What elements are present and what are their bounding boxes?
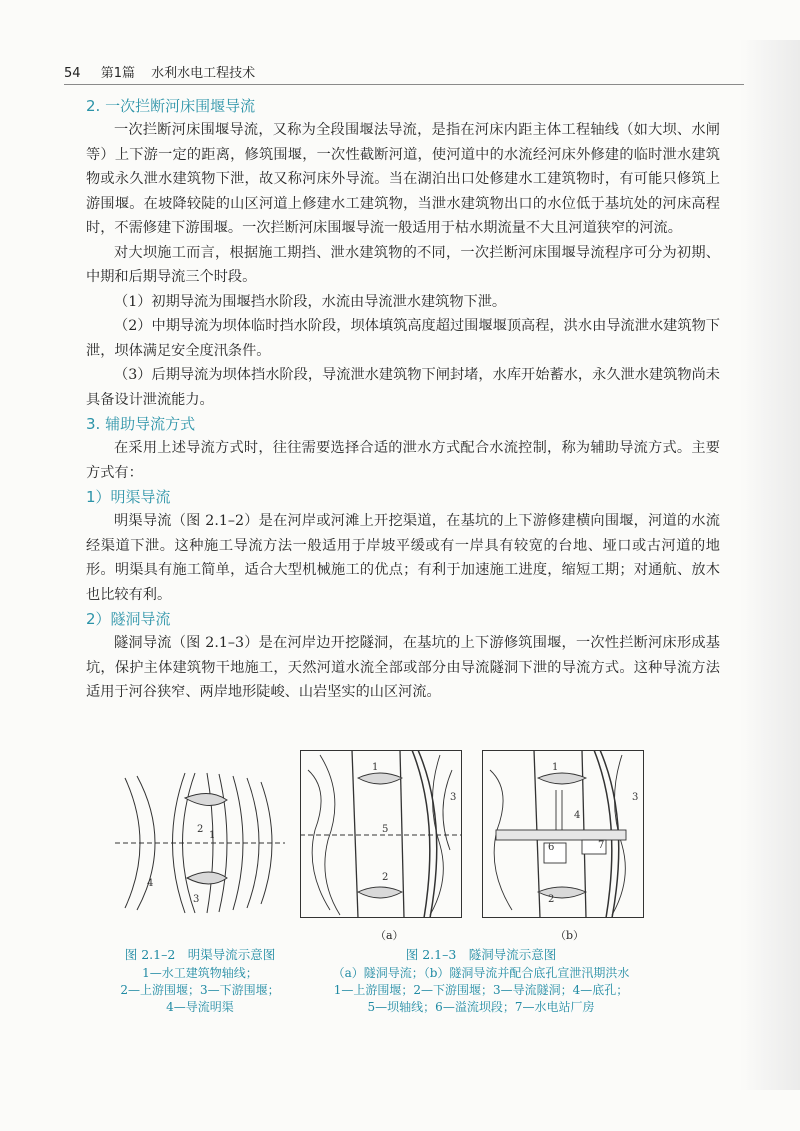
paragraph: 隧洞导流（图 2.1–3）是在河岸边开挖隧洞，在基坑的上下游修筑围堰，一次性拦断河床形成基坑，保护主体建筑物干地施工，天然河道水流全部或部分由导流隧洞下泄的导流方式。这种导流方法适用于河谷狭窄、两岸地形陡峻、山岩坚实的山区河流。: [86, 635, 720, 700]
figure1-caption: [100, 946, 300, 1016]
fig2a-label-1: 1: [372, 762, 379, 773]
subsection-heading-tunnel: 2）隧洞导流: [86, 610, 171, 628]
subfigure-label-b: （b）: [555, 929, 585, 942]
book-title: 水利水电工程技术: [151, 66, 256, 81]
paragraph: 在采用上述导流方式时，往往需要选择合适的泄水方式配合水流控制，称为辅助导流方式。主要方式有：: [86, 440, 720, 481]
section-heading-3: 3. 辅助导流方式: [86, 415, 196, 433]
figure1-caption-line: 4—导流明渠: [166, 1000, 234, 1014]
part-label: 第1篇: [100, 66, 135, 81]
figure2-caption-line: 5—坝轴线；6—溢流坝段；7—水电站厂房: [367, 1000, 595, 1014]
figure2-caption-title: 图 2.1–3 隧洞导流示意图: [405, 947, 557, 962]
fig1-label-2: 2: [197, 824, 204, 835]
subfigure-label-a: （a）: [375, 929, 404, 942]
page-edge-shadow: [740, 40, 800, 1090]
fig2b-label-1: 1: [552, 762, 559, 773]
figure-open-channel-diagram: [115, 768, 285, 918]
paragraph: 明渠导流（图 2.1–2）是在河岸或河滩上开挖渠道，在基坑的上下游修建横向围堰，河道的水流经渠道下泄。这种施工导流方法一般适用于岸坡平缓或有一岸具有较宽的台地、垭口或古河道的地形。明渠具有施工简单，适合大型机械施工的优点；有利于加速施工进度，缩短工期；对通航、放木也比较有利。: [86, 513, 720, 603]
figure1-caption-line: 2—上游围堰；3—下游围堰；: [120, 983, 280, 997]
fig2a-label-5: 5: [382, 824, 389, 835]
figure2-caption-line: （a）隧洞导流；（b）隧洞导流并配合底孔宣泄汛期洪水: [332, 966, 630, 980]
body-text: [86, 94, 720, 705]
subsection-heading-open-channel: 1）明渠导流: [86, 488, 171, 506]
fig1-label-1: 1: [209, 830, 216, 841]
fig2b-label-4: 4: [574, 810, 581, 821]
fig2b-label-6: 6: [548, 842, 555, 853]
fig1-label-3: 3: [193, 894, 200, 905]
fig2b-label-3: 3: [632, 792, 639, 803]
paragraph: （2）中期导流为坝体临时挡水阶段，坝体填筑高度超过围堰堰顶高程，洪水由导流泄水建筑物下泄，坝体满足安全度汛条件。: [86, 318, 720, 359]
page-number: 54: [64, 66, 81, 81]
figure2-caption-line: 1—上游围堰；2—下游围堰；3—导流隧洞；4—底孔；: [333, 983, 629, 997]
fig2b-label-7: 7: [598, 840, 605, 851]
figure-tunnel-diagram-b: [482, 750, 644, 918]
running-header: [64, 62, 744, 81]
figure1-caption-title: 图 2.1–2 明渠导流示意图: [124, 947, 276, 962]
figure2-caption: [316, 946, 646, 1016]
paragraph: 对大坝施工而言，根据施工期挡、泄水建筑物的不同，一次拦断河床围堰导流程序可分为初期、中期和后期导流三个时段。: [86, 244, 720, 285]
paragraph: 一次拦断河床围堰导流，又称为全段围堰法导流，是指在河床内距主体工程轴线（如大坝、水闸等）上下游一定的距离，修筑围堰，一次性截断河道，使河道中的水流经河床外修建的临时泄水建筑物或永久泄水建筑物下泄，故又称河床外导流。当在湖泊出口处修建水工建筑物时，有可能只修筑上游围堰。在坡降较陡的山区河道上修建水工建筑物，当泄水建筑物出口的水位低于基坑处的河床高程时，不需修建下游围堰。一次拦断河床围堰导流一般适用于枯水期流量不大且河道狭窄的河流。: [86, 122, 720, 236]
section-heading-2: 2. 一次拦断河床围堰导流: [86, 97, 256, 115]
fig2a-label-3: 3: [450, 792, 457, 803]
paragraph: （1）初期导流为围堰挡水阶段，水流由导流泄水建筑物下泄。: [114, 293, 507, 310]
header-rule: [64, 84, 744, 85]
figure1-caption-line: 1—水工建筑物轴线；: [142, 966, 258, 980]
figure-tunnel-diagram-a: [300, 750, 462, 918]
paragraph: （3）后期导流为坝体挡水阶段，导流泄水建筑物下闸封堵，水库开始蓄水，永久泄水建筑物尚未具备设计泄流能力。: [86, 367, 720, 408]
fig2a-label-2: 2: [382, 872, 389, 883]
fig2b-label-2: 2: [548, 894, 555, 905]
fig1-label-4: 4: [147, 878, 154, 889]
